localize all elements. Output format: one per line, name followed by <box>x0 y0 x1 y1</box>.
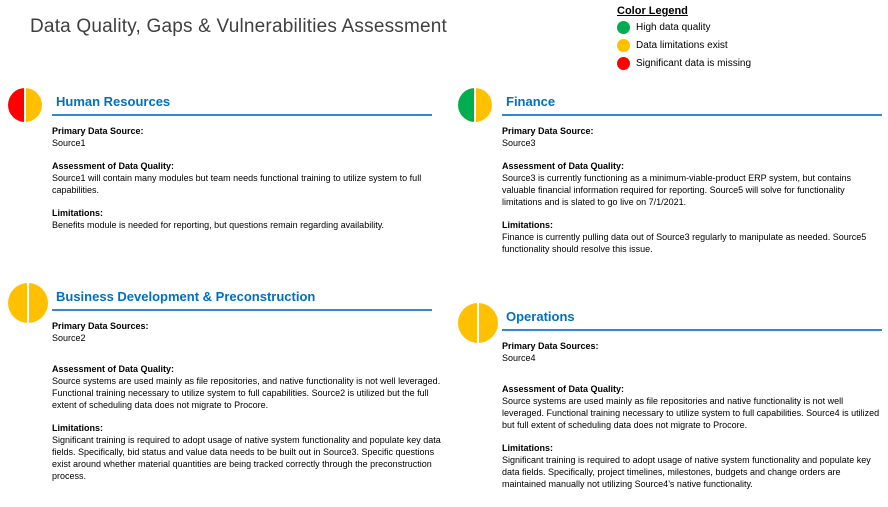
quadrant-divider <box>52 114 432 116</box>
section-label: Assessment of Data Quality: <box>52 161 175 171</box>
section-label: Limitations: <box>52 208 103 218</box>
quadrant-human-resources <box>8 86 432 242</box>
indicator-right-half <box>476 88 492 122</box>
color-legend <box>617 5 751 75</box>
primary-data-source-section <box>52 125 444 149</box>
indicator-right-half <box>26 88 42 122</box>
half-pie-status-icon <box>8 88 42 122</box>
section-text: Source3 is currently functioning as a minimum-viable-product ERP system, but contains valuable financial information required for reporting. Source5 will solve for functionality limitations and is slated to go live on 7/1/2021. <box>502 173 851 207</box>
legend-item-missing <box>617 57 751 70</box>
section-label: Assessment of Data Quality: <box>52 364 175 374</box>
section-text: Source1 will contain many modules but team needs functional training to utilize system to full capabilities. <box>52 173 422 195</box>
half-pie-status-icon <box>8 283 48 323</box>
half-pie-status-icon <box>458 303 498 343</box>
section-text: Source systems are used mainly as file repositories, and native functionality is not well leveraged. Functional training necessary to utilize system to full capabilities. Source2 is utilized but the full extent of scheduling data does not migrate to Procore. <box>52 376 441 410</box>
section-text: Source3 <box>502 138 536 148</box>
section-text: Source4 <box>502 353 536 363</box>
limitations-section <box>502 442 884 490</box>
legend-title: Color Legend <box>617 5 688 17</box>
section-text: Source1 <box>52 138 86 148</box>
section-text: Significant training is required to adopt usage of native system functionality and populate key data fields. Specifically, project timelines, milestones, budgets and change orders are maintained manually not utilizing Source4’s native functionality. <box>502 455 871 489</box>
legend-item-high-quality <box>617 21 751 34</box>
quadrant-title: Human Resources <box>56 94 171 109</box>
quadrant-title: Finance <box>506 94 556 109</box>
section-label: Primary Data Sources: <box>502 341 599 351</box>
section-text: Significant training is required to adopt usage of native system functionality and populate key data fields. Specifically, bid status and value data needs to be built out in Source3. Specific questions exist around whether material quantities are being tracked correctly through the preconstruction process. <box>52 435 441 481</box>
indicator-right-half <box>29 283 48 323</box>
section-label: Limitations: <box>502 220 553 230</box>
section-label: Primary Data Source: <box>52 126 144 136</box>
indicator-left-half <box>458 303 477 343</box>
quadrant-business-development <box>8 281 441 493</box>
assessment-section <box>502 160 884 208</box>
section-text: Benefits module is needed for reporting, but questions remain regarding availability. <box>52 220 385 230</box>
primary-data-source-section <box>52 320 444 344</box>
quadrant-finance <box>458 86 882 266</box>
limitations-section <box>52 422 444 482</box>
section-text: Source systems are used mainly as file repositories and native functionality is not well leveraged. Functional training necessary to utilize system to full capabilities. Source4 is utilized but full extent of scheduling data does not migrate to Procore. <box>502 396 880 430</box>
green-circle-icon <box>617 21 630 34</box>
section-text: Finance is currently pulling data out of Source3 regularly to manipulate as needed. Source5 functionality should resolve this issue. <box>502 232 867 254</box>
legend-label: Significant data is missing <box>636 58 752 69</box>
assessment-section <box>502 383 884 431</box>
indicator-left-half <box>458 88 474 122</box>
indicator-right-half <box>479 303 498 343</box>
half-pie-status-icon <box>458 88 492 122</box>
assessment-section <box>52 160 444 196</box>
section-text: Source2 <box>52 333 86 343</box>
section-label: Primary Data Sources: <box>52 321 149 331</box>
section-label: Assessment of Data Quality: <box>502 384 625 394</box>
section-label: Limitations: <box>52 423 103 433</box>
primary-data-source-section <box>502 340 884 364</box>
section-label: Assessment of Data Quality: <box>502 161 625 171</box>
section-label: Limitations: <box>502 443 553 453</box>
indicator-left-half <box>8 283 27 323</box>
quadrant-divider <box>502 114 882 116</box>
indicator-left-half <box>8 88 24 122</box>
yellow-circle-icon <box>617 39 630 52</box>
quadrant-title: Operations <box>506 309 575 324</box>
limitations-section <box>52 207 444 231</box>
limitations-section <box>502 219 884 255</box>
section-label: Primary Data Source: <box>502 126 594 136</box>
quadrant-divider <box>502 329 882 331</box>
primary-data-source-section <box>502 125 884 149</box>
quadrant-operations <box>458 301 882 501</box>
legend-item-limitations <box>617 39 751 52</box>
red-circle-icon <box>617 57 630 70</box>
legend-label: Data limitations exist <box>636 40 728 51</box>
assessment-section <box>52 363 444 411</box>
quadrant-title: Business Development & Preconstruction <box>56 289 316 304</box>
quadrant-divider <box>52 309 432 311</box>
legend-label: High data quality <box>636 22 711 33</box>
page-title: Data Quality, Gaps & Vulnerabilities Assessment <box>30 16 448 37</box>
